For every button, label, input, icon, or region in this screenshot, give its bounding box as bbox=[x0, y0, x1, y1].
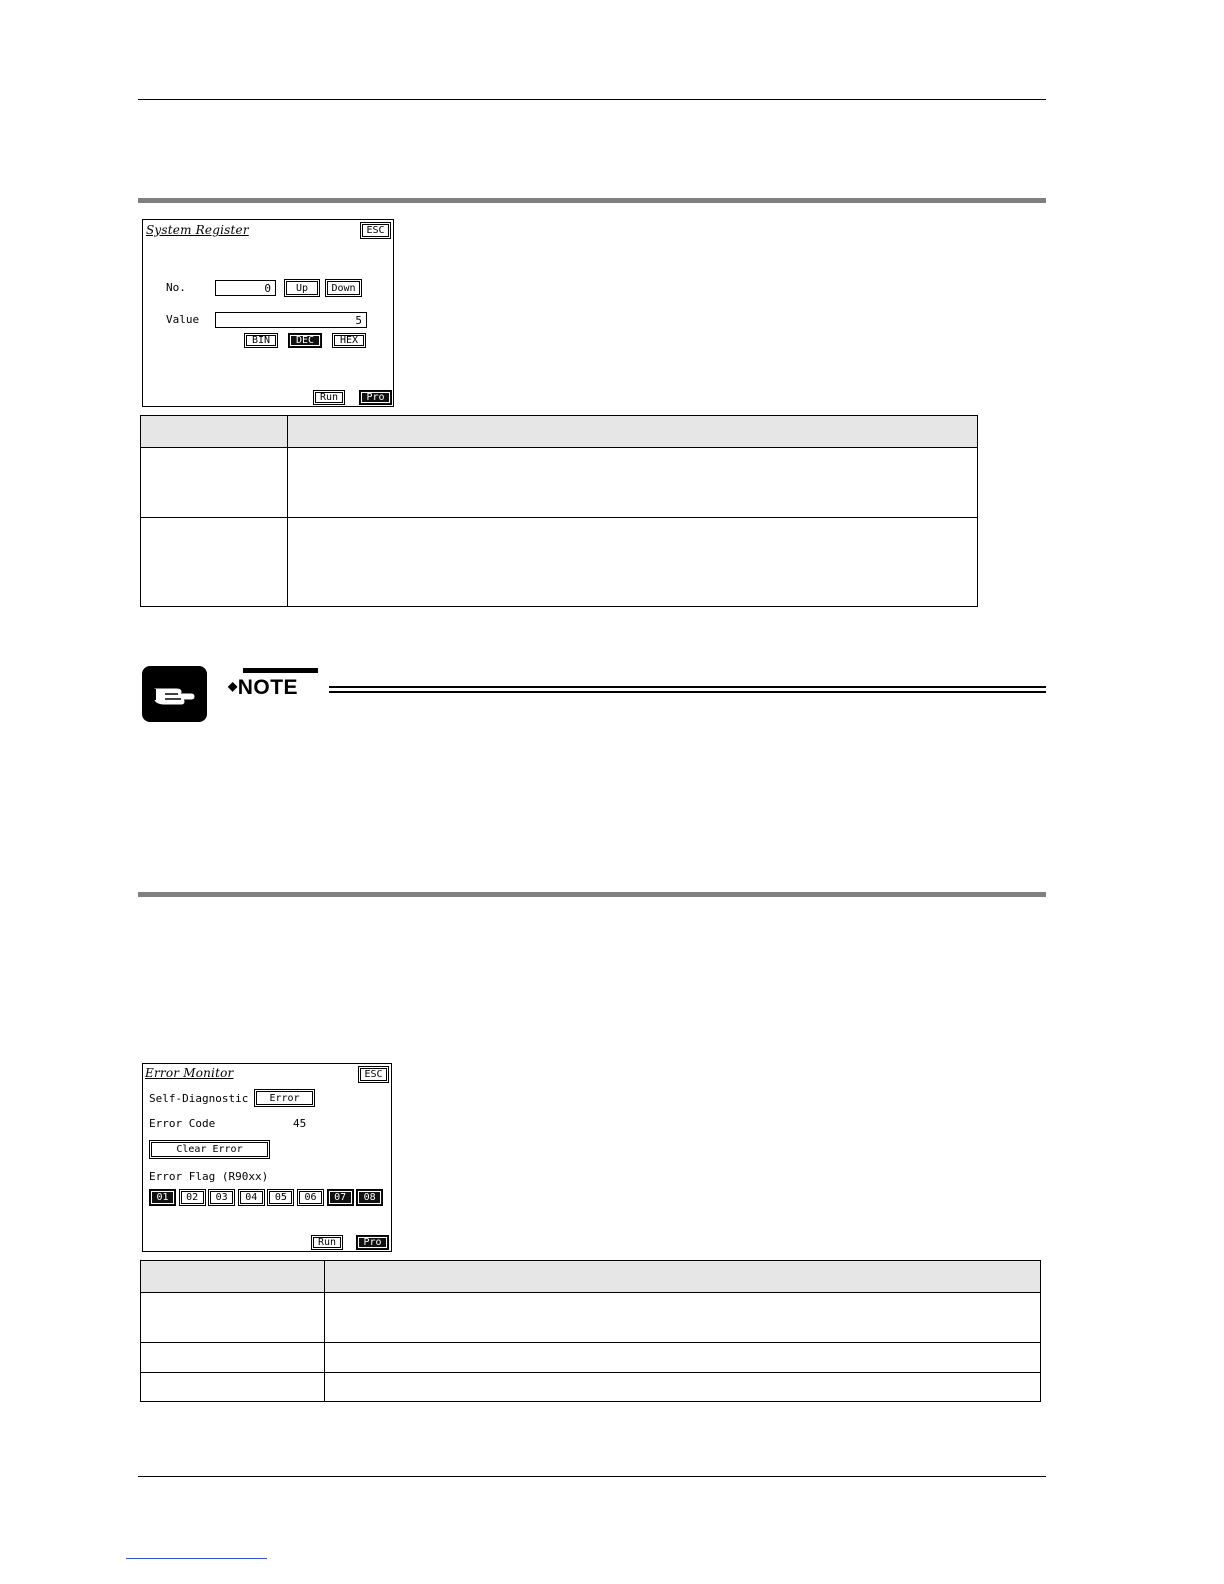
dec-button[interactable]: DEC bbox=[288, 333, 322, 348]
section-rule-error-monitor bbox=[138, 892, 1046, 897]
down-button[interactable]: Down bbox=[325, 279, 362, 297]
error-flag-label: Error Flag (R90xx) bbox=[149, 1170, 269, 1183]
value-field[interactable]: 5 bbox=[215, 312, 367, 328]
error-flag-button[interactable]: 08 bbox=[356, 1189, 383, 1206]
error-monitor-screen bbox=[142, 1063, 392, 1252]
no-field[interactable]: 0 bbox=[215, 280, 276, 296]
table-cell bbox=[325, 1373, 1041, 1402]
table-row bbox=[141, 518, 978, 607]
bin-button[interactable]: BIN bbox=[244, 333, 278, 348]
table-header-row bbox=[141, 1261, 1041, 1293]
error-flag-button[interactable]: 03 bbox=[208, 1189, 235, 1206]
note-heading-text: NOTE bbox=[237, 676, 299, 699]
error-flag-button[interactable]: 01 bbox=[149, 1189, 176, 1206]
table-header-row bbox=[141, 416, 978, 448]
table-header-cell bbox=[288, 416, 978, 448]
note-rule bbox=[329, 691, 1046, 693]
table-row bbox=[141, 1373, 1041, 1402]
error-flag-row bbox=[149, 1189, 387, 1207]
esc-button[interactable]: ESC bbox=[358, 1066, 389, 1083]
error-flag-button[interactable]: 07 bbox=[327, 1189, 354, 1206]
table-cell bbox=[141, 1293, 325, 1343]
table-cell bbox=[141, 1343, 325, 1373]
table-cell bbox=[288, 518, 978, 607]
table-header-cell bbox=[141, 416, 288, 448]
header-rule bbox=[138, 99, 1046, 100]
note-overbar bbox=[243, 668, 318, 673]
system-register-screen bbox=[142, 219, 394, 407]
screen-title: Error Monitor bbox=[145, 1066, 234, 1080]
footer-rule bbox=[138, 1476, 1046, 1477]
run-button[interactable]: Run bbox=[311, 1235, 343, 1250]
pro-button[interactable]: Pro bbox=[359, 390, 392, 405]
self-diagnostic-label: Self-Diagnostic bbox=[149, 1092, 249, 1105]
table-cell bbox=[288, 448, 978, 518]
note-rule bbox=[329, 686, 1046, 688]
pointing-hand-icon bbox=[142, 666, 207, 722]
screen-title: System Register bbox=[146, 223, 249, 237]
error-flag-button[interactable]: 06 bbox=[297, 1189, 324, 1206]
table-header-cell bbox=[325, 1261, 1041, 1293]
table-cell bbox=[141, 1373, 325, 1402]
error-monitor-table bbox=[140, 1260, 1041, 1402]
table-cell bbox=[325, 1343, 1041, 1373]
diamond-icon: ◆ bbox=[228, 679, 238, 693]
error-flag-button[interactable]: 02 bbox=[179, 1189, 206, 1206]
clear-error-button[interactable]: Clear Error bbox=[149, 1140, 270, 1159]
table-cell bbox=[325, 1293, 1041, 1343]
error-button[interactable]: Error bbox=[254, 1089, 315, 1107]
up-button[interactable]: Up bbox=[284, 279, 320, 297]
error-code-value: 45 bbox=[293, 1117, 307, 1130]
hex-button[interactable]: HEX bbox=[332, 333, 366, 348]
section-rule-system-register bbox=[138, 198, 1046, 203]
table-row bbox=[141, 448, 978, 518]
table-cell bbox=[141, 518, 288, 607]
error-flag-button[interactable]: 04 bbox=[238, 1189, 265, 1206]
table-cell bbox=[141, 448, 288, 518]
esc-button[interactable]: ESC bbox=[360, 222, 391, 239]
run-button[interactable]: Run bbox=[313, 390, 345, 405]
footer-link-underline bbox=[126, 1558, 267, 1559]
error-code-label: Error Code bbox=[149, 1117, 216, 1130]
no-label: No. bbox=[166, 281, 186, 294]
table-row bbox=[141, 1343, 1041, 1373]
table-row bbox=[141, 1293, 1041, 1343]
system-register-table bbox=[140, 415, 978, 607]
error-flag-button[interactable]: 05 bbox=[267, 1189, 294, 1206]
note-heading bbox=[228, 676, 298, 700]
value-label: Value bbox=[166, 313, 200, 326]
table-header-cell bbox=[141, 1261, 325, 1293]
pro-button[interactable]: Pro bbox=[356, 1235, 389, 1250]
